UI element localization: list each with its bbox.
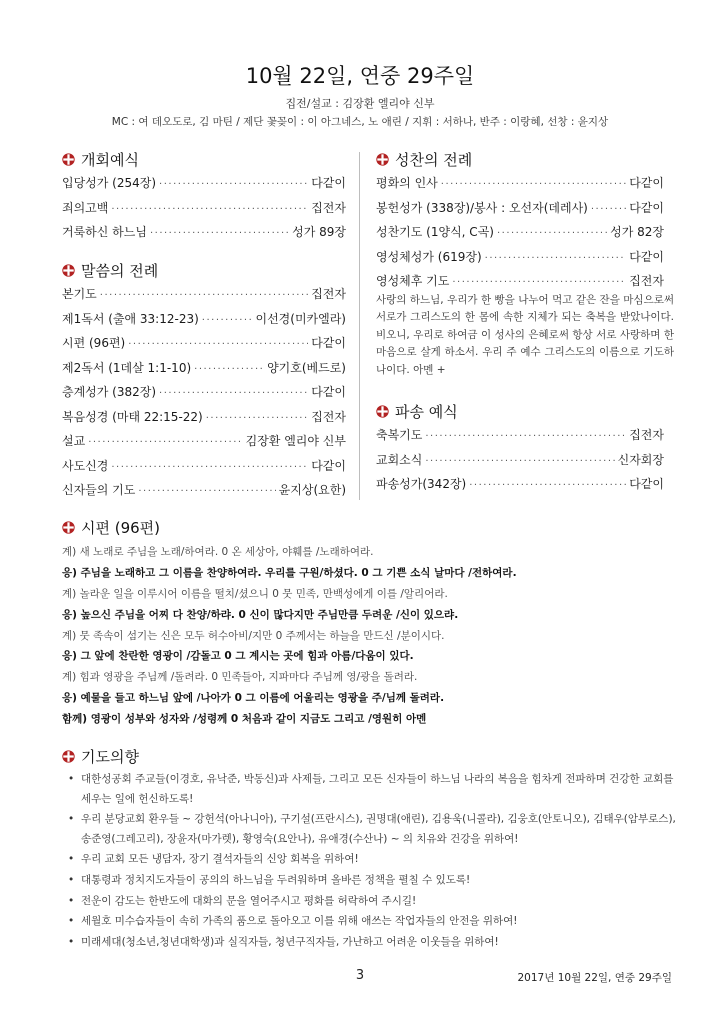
- order-item-leader: 김장환 엘리야 신부: [245, 434, 346, 448]
- order-item-name: 신자들의 기도: [62, 483, 136, 497]
- intention-item: • 대한성공회 주교들(이경호, 유낙준, 박동신)과 사제들, 그리고 모든 신자들이 하느님 나라의 복음을 힘차게 전파하며 건강한 교회를 세우는 일에 헌신하도록!: [66, 770, 678, 809]
- order-item-leader: 집전자: [311, 287, 346, 301]
- section-psalm-heading: [62, 517, 160, 538]
- leader-dots: [497, 228, 607, 239]
- section-intentions-heading: [62, 746, 139, 767]
- page-number: 3: [355, 968, 365, 983]
- order-row: [62, 481, 346, 506]
- order-row: [62, 457, 346, 482]
- order-item-leader: 다같이: [629, 249, 664, 264]
- section-word-heading: [62, 260, 158, 281]
- order-row: [62, 408, 346, 433]
- order-item-leader: 다같이: [311, 458, 346, 473]
- order-row: [62, 334, 346, 359]
- order-item-leader: 이선경(미카엘라): [255, 311, 346, 326]
- psalm-response-line: 응) 예물을 들고 하느님 앞에 /나아가 0 그 이름에 어울리는 영광을 주/님께 돌려라.: [62, 692, 445, 705]
- order-row: [62, 432, 346, 457]
- section-opening-title: 개회예식: [81, 151, 139, 169]
- order-item-leader: 성가 89장: [292, 225, 346, 239]
- order-row: [376, 223, 664, 248]
- footer-date: 2017년 10월 22일, 연중 29주일: [517, 972, 672, 984]
- order-row: [62, 310, 346, 335]
- leader-dots: [111, 462, 308, 473]
- order-row: [376, 248, 664, 273]
- order-item-name: 교회소식: [376, 452, 423, 467]
- order-item-leader: 다같이: [629, 176, 664, 190]
- leader-dots: [111, 204, 308, 215]
- section-opening-heading: [62, 149, 139, 170]
- order-item-name: 평화의 인사: [376, 176, 438, 190]
- order-row: [62, 174, 346, 199]
- ministers-line: MC : 여 데오도로, 김 마틴 / 제단 꽃꽂이 : 이 아그네스, 노 애린 / 지휘 : 서하나, 반주 : 이랑혜, 선창 : 윤지상: [111, 116, 609, 128]
- order-item-leader: 집전자: [311, 200, 346, 215]
- section-sacrament-heading: [376, 149, 472, 170]
- cross-icon: [62, 521, 75, 534]
- order-item-leader: 다같이: [629, 477, 664, 491]
- order-row: [62, 383, 346, 408]
- order-item-name: 사도신경: [62, 458, 109, 473]
- order-row: [62, 199, 346, 224]
- order-row: [62, 285, 346, 310]
- leader-dots: [100, 290, 308, 301]
- cross-icon: [62, 153, 75, 166]
- intention-item: • 우리 분당교회 환우들 ~ 강헌석(아나니아), 구기설(프란시스), 권명대(애린), 김용욱(니콜라), 김웅호(안토니오), 김태우(암부로스), 송준영(그레고리), 장윤자(마가렛), 황영숙(요안나), 유애경(수산나) ~ 의 치유와 건강을 위하여!: [66, 810, 678, 849]
- leader-dots: [452, 277, 626, 288]
- leader-dots: [441, 179, 626, 190]
- order-item-name: 봉헌성가 (338장)/봉사 : 오선자(데레사): [376, 200, 588, 215]
- section-dismissal-heading: [376, 401, 458, 422]
- order-item-name: 영성체성가 (619장): [376, 249, 482, 264]
- page-title: 10월 22일, 연중 29주일: [245, 64, 475, 88]
- order-row: [376, 451, 664, 476]
- intention-item: • 미래세대(청소년,청년대학생)과 실직자들, 청년구직자들, 가난하고 어려운 이웃들을 위하여!: [66, 933, 678, 953]
- section-dismissal-title: 파송 예식: [395, 403, 458, 421]
- order-item-leader: 다같이: [311, 336, 346, 350]
- order-row: [376, 199, 664, 224]
- intention-item: • 대통령과 정치지도자들이 공의의 하느님을 두려워하며 올바른 정책을 펼칠 수 있도록!: [66, 871, 678, 891]
- section-intentions-title: 기도의향: [81, 748, 139, 766]
- order-row: [376, 174, 664, 199]
- section-psalm-title: 시편 (96편): [81, 519, 161, 537]
- psalm-text: [62, 542, 662, 730]
- leader-dots: [159, 388, 308, 399]
- order-item-leader: 성가 82장: [610, 225, 664, 239]
- order-item-name: 설교: [62, 434, 86, 448]
- psalm-verse-line: 계) 힘과 영광을 주님께 /돌려라. 0 민족들아, 지파마다 주님께 영/광을 돌려라.: [62, 671, 418, 684]
- order-item-leader: 신자회장: [617, 452, 664, 467]
- order-row: [376, 475, 664, 500]
- dismissal-list: [376, 426, 664, 500]
- order-item-name: 제1독서 (출애 33:12-23): [62, 311, 199, 326]
- section-sacrament-title: 성찬의 전례: [395, 151, 473, 169]
- intention-item: • 전운이 감도는 한반도에 대화의 문을 열어주시고 평화를 허락하여 주시길!: [66, 892, 678, 912]
- order-row: [62, 359, 346, 384]
- intentions-list: [66, 770, 678, 953]
- order-item-name: 층계성가 (382장): [62, 385, 157, 399]
- intention-item: • 세월호 미수습자들이 속히 가족의 품으로 돌아오고 이를 위해 애쓰는 작업자들의 안전을 위하여!: [66, 912, 678, 932]
- leader-dots: [469, 480, 626, 491]
- psalm-verse-line: 계) 새 노래로 주님을 노래/하여라. 0 온 세상아, 야훼를 /노래하여라.: [62, 546, 374, 558]
- cross-icon: [376, 405, 389, 418]
- order-item-leader: 집전자: [311, 409, 346, 424]
- psalm-response-line: 응) 그 앞에 찬란한 영광이 /감돌고 0 그 계시는 곳에 힘과 아름/다움이 있다.: [62, 650, 414, 663]
- post-communion-prayer: 사랑의 하느님, 우리가 한 빵을 나누어 먹고 같은 잔을 마심으로써 서로가 그리스도의 한 몸에 속한 지체가 되는 축복을 받았나이다. 비오니, 우리로 하여금 이 성사의 은혜로써 항상 서로 사랑하며 한 마음으로 살게 하소서. 우리 주 예수 그리스도의 이름으로 기도하나이다. 아멘 +: [376, 294, 674, 376]
- psalm-verse-line: 계) 놀라운 일을 이루시어 이름을 떨치/셨으니 0 뭇 민족, 만백성에게 이를 /알리어라.: [62, 587, 448, 600]
- leader-dots: [206, 413, 308, 424]
- cross-icon: [62, 750, 75, 763]
- order-item-name: 입당성가 (254장): [62, 176, 157, 190]
- order-item-name: 제2독서 (1데살 1:1-10): [62, 360, 192, 375]
- order-row: [376, 426, 664, 451]
- order-item-name: 거룩하신 하느님: [62, 225, 147, 239]
- section-word-title: 말씀의 전례: [81, 262, 159, 280]
- cross-icon: [62, 264, 75, 277]
- leader-dots: [202, 315, 253, 326]
- psalm-response-line: 함께) 영광이 성부와 성자와 /성령께 0 처음과 같이 지금도 그리고 /영원히 아멘: [62, 713, 427, 726]
- leader-dots: [485, 253, 627, 264]
- psalm-verse-line: 계) 뭇 족속이 섬기는 신은 모두 허수아비/지만 0 주께서는 하늘을 만드신 /분이시다.: [62, 629, 445, 642]
- leader-dots: [425, 431, 626, 442]
- order-item-name: 본기도: [62, 287, 97, 301]
- order-item-leader: 윤지상(요한): [278, 483, 346, 497]
- order-item-leader: 양기호(베드로): [267, 360, 346, 375]
- opening-list: [62, 174, 346, 248]
- order-item-leader: 집전자: [629, 428, 664, 442]
- order-item-name: 성찬기도 (1양식, C곡): [376, 225, 494, 239]
- order-item-leader: 다같이: [311, 385, 346, 399]
- order-item-name: 파송성가(342장): [376, 477, 467, 491]
- leader-dots: [194, 364, 264, 375]
- word-list: [62, 285, 346, 506]
- intention-item: • 우리 교회 모든 냉담자, 장기 결석자들의 신앙 회복을 위하여!: [66, 850, 678, 870]
- psalm-response-line: 응) 높으신 주님을 어찌 다 찬양/하랴. 0 신이 많다지만 주님만큼 두려운 /신이 있으랴.: [62, 608, 459, 621]
- leader-dots: [591, 204, 626, 215]
- order-item-leader: 집전자: [629, 274, 664, 288]
- order-item-name: 축복기도: [376, 428, 423, 442]
- leader-dots: [425, 456, 614, 467]
- order-item-name: 영성체후 기도: [376, 274, 450, 288]
- leader-dots: [128, 339, 308, 350]
- leader-dots: [159, 179, 308, 190]
- order-item-name: 죄의고백: [62, 200, 109, 215]
- leader-dots: [138, 486, 275, 497]
- psalm-response-line: 응) 주님을 노래하고 그 이름을 찬양하여라. 우리를 구원/하셨다. 0 그 기쁜 소식 날마다 /전하여라.: [62, 566, 517, 579]
- order-item-leader: 다같이: [311, 176, 346, 190]
- column-divider: [359, 152, 360, 500]
- order-row: [62, 223, 346, 248]
- cross-icon: [376, 153, 389, 166]
- presider-line: 집전/설교 : 김장환 엘리야 신부: [285, 97, 435, 110]
- leader-dots: [88, 437, 242, 448]
- order-item-name: 복음성경 (마태 22:15-22): [62, 409, 203, 424]
- leader-dots: [150, 228, 289, 239]
- order-item-leader: 다같이: [629, 200, 664, 215]
- sacrament-list: [376, 174, 664, 297]
- order-item-name: 시편 (96편): [62, 336, 126, 350]
